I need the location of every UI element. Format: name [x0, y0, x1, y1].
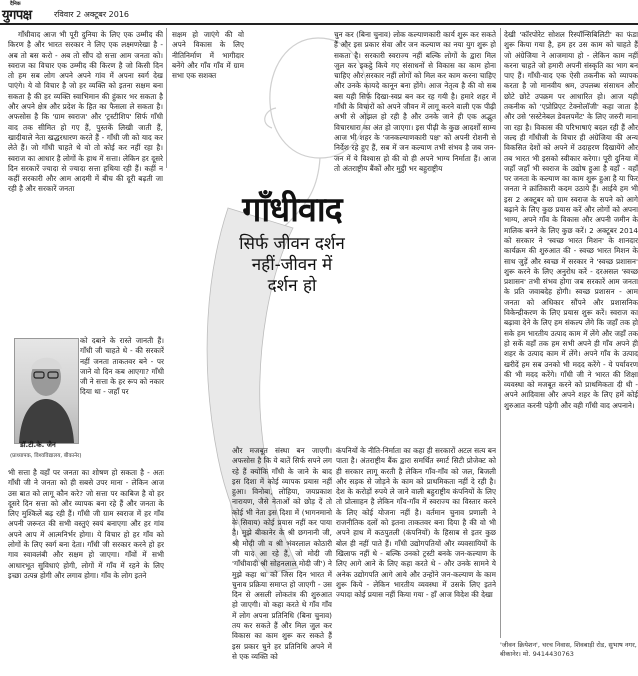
article-column-2-top: [172, 30, 244, 130]
article-column-3-bottom: [336, 446, 496, 668]
article-paragraph: सक्षम हो जाएंगे की वो अपने विकास के लिए नीतिनिर्माण में भागीदार बनेंगे और गाँव गाँव में ग्राम सभा एक सशक्त: [172, 30, 244, 81]
article-column-1-bottom: [8, 468, 164, 668]
headline-deck-3: दर्शन हो: [267, 276, 317, 296]
article-column-4: [504, 30, 638, 636]
dateline: रविवार 2 अक्टूबर 2016: [54, 10, 130, 19]
masthead-kicker: दैनिक: [10, 1, 21, 7]
article-column-1-top: [8, 30, 163, 338]
masthead: [0, 0, 638, 24]
article-paragraph: देखी 'कॉरपोरेट सोशल रिस्पॉन्सिबिलिटी' का फंडा शुरू किया गया है, हम हर उस काम को चाहते हैं जो अंग्रेजिया ने आजमाया हो - लेकिन काम नहीं करना चाहते जो हमारी अपनी संस्कृति का भाग बन पाए हैं। गाँधी-वाद एक ऐसी तकनीक को व्यापक करता है जो मानवीय श्रम, उपलब्ध संसाधन और छोटे छोटे उपक्रम पर आधारित हो। आज यही तकनीक को 'एप्रोप्रिएट टेक्नोलॉजी' कहा जाता है और उसे 'सस्टेनेबल डेवलपमेंट' के लिए जरुरी माना जा रहा है। विकास की परिभाषाएं बदल रही हैं और जल्द ही गाँधीजी के विचार ही अंग्रेजिया की अन्य विकसित देशों को अपने में उदाहरण दिखायेंगे और तब भारत भी इसको स्वीकार करेगा। पूरी दुनिया में जहाँ जहाँ भी स्वराज के उद्योष हुआ है वहाँ - वहाँ पर जनता के कल्याण का काम शुरू हुआ है या फिर जनता ने क्रांतिकारी कदम उठाये हैं। आईये हम भी इस 2 अक्टूबर को ग्राम स्वराज के सपने को आगे बढ़ाने के लिए कुछ प्रयास करें और लोगों को अपना भाग्य, अपने गाँव के विकास और अपनी जमीन के मालिक बनने के लिए कुछ करें। 2 अक्टूबर 2014 को सरकार ने 'स्वच्छ भारत मिशन' के शानदार कार्यक्रम की शुरुआत की - स्वच्छ भारत मिशन के साथ जुड़ें और स्वच्छ में सरकार ने 'स्वच्छ प्रशासन' शुरू करने के लिए अनुरोध करें - दरअसल 'स्वच्छ प्रशासन' तभी संभव होगा जब सरकारें आम जनता के प्रति जवाबदेह होगी। स्वच्छ प्रशासन - आम जनता को अधिकार सौंपने और प्रशासनिक विकेन्द्रीकरण के लिए प्रयास शुरू करें। स्वराज का बढ़ावा देने के लिए हम संकल्प लेंगे कि जहाँ तक हो सके हम भारतीय उत्पाद काम में लेंगे और जहाँ तक हो सकें वहाँ तक हम सभी अपने ही गाँव अपने ही शहर के उत्पाद काम में लेंगे। अपने गाँव के उत्पाद खरीदें हम सब उनको भी मदद करेंगे - ये पर्यावरण की भी मदद करेंगे। गाँधी जी ने भारत की शिक्षा व्यवस्था को मजबूत करने को प्राथमिकता दी थी - अपने आदिवास और अपने शहर के लिए हमें कोई शुरुआत करनी पड़ेगी और वही गाँधी वाद अपनाने।: [504, 30, 638, 410]
masthead-name: युगपक्ष: [2, 8, 32, 23]
author-address: 'जीवन क्रियेशन', चरच निवास, शिवबाड़ी रोड, सुभाष नगर, बीकानेर। मो. 9414430763: [500, 641, 637, 658]
article-paragraph: को दबाने के रास्ते जानती हैं। गाँधी जी चाहते थे - की सरकारें नहीं जनता ताकतवर बने - पर जाने वो दिन कब आएगा? गाँधी जी ने सत्ता के हर रूप को नकार दिया था - जहाँ पर: [80, 336, 164, 397]
headline-title: गाँधीवाद: [242, 190, 342, 230]
article-column-2-bottom: [232, 446, 332, 668]
author-name: डॉ.टी.के. जैन: [20, 441, 56, 449]
column-divider: [500, 28, 501, 638]
newspaper-logo: [2, 2, 32, 22]
headline-deck-2: नहीं-जीवन में: [251, 255, 333, 275]
author-photo: [14, 338, 79, 444]
column-divider: [166, 28, 167, 168]
article-column-3-top: [334, 30, 496, 370]
article-paragraph: भी सत्ता है वहाँ पर जनता का शोषण हो सकता है - अतः गाँधी जी ने जनता को ही सबसे उपर माना - लेकिन आज उस बात को लागू कौन करे? जो सत्ता पर काबिज है वो हर दूसरे दिन सत्ता को और व्यापक बना रहे हैं और जनता के लिए मुश्किलें बढ़ रही हैं। गाँधी जी ग्राम स्वराज में हर गाँव अपनी जरूरत की सभी वस्तुएं स्वयं बनाएगा और हर गांव अपने आप में आत्मनिर्भर होगा। ये विचार हो हर गाँव को लोगों के लिए स्वर्ग बना देता। गाँधी जी सरकार करने हो हर गाव स्वावलंबी और सक्षम हो जाएगा। गाँवों में सभी आधारभूत सुविधाएं होगी, लोगों में गाँव में रहने के लिए इच्छा उत्पन्न होगी और लगाव होगा। गाँव के लोग इतने: [8, 468, 164, 580]
headline-deck-1: सिर्फ जीवन दर्शन: [239, 234, 345, 254]
article-paragraph: गाँधीवाद आज भी पूरी दुनिया के लिए एक उम्मीद की किरण है और भारत सरकार ने लिए एक लक्ष्मणरेखा है - अब तो बस करो - अब तो सौंप दो सत्ता आम जनता को। स्वराज का विचार एक उम्मीद की किरण है जो किसी दिन तो हम सब लोग अपने अपने गांव में अपना स्वर्ग देख पाएंगे। ये वो विचार है जो हर व्यक्ति को इतना सक्षम बना सकता है की हर व्यक्ति स्वाभिमान की हुंकार भर सकता है और अपने क्षेत्र और प्रदेश के हित का फैसला ले सकता है। अफसोस है कि 'ग्राम स्वराज' और 'ट्रस्टीशिप' सिर्फ गाँधी वाद तक सीमित हो गए हैं, पुस्तकें लिखी जाती हैं, खादीवाले नेता खद्धरधारण करते हैं - गाँधी जी को याद कर लेते हैं। जो गाँधी चाहते थे वो तो कोई कर नहीं रहा है। स्वराज का आधार है लोगों के हाथ में सत्ता। लेकिन हर दूसरे दिन सरकारें ज्यादा से ज्यादा सत्ता हथिया रही हैं। कहीं न कहीं सरकारी और आम आदमी में बीच की दूरी बढ़ती जा रही है और सरकारें जनता: [8, 30, 163, 194]
article-column-1-beside-photo: [80, 336, 164, 464]
article-paragraph: और मजबूत संस्था बन जाएगी। अफसोस है कि ये बातें सिर्फ सपने लग रहे हैं क्योंकि गाँधी के जाने के बाद इस दिशा में कोई व्यापक प्रयास नहीं हुआ। विनोबा, लोहिया, जयप्रकाश नारायण, जैसे नेताओं को छोड़ दें तो कोई भी नेता इस दिशा में (भागनमानो के सिवाय) कोई प्रयास नहीं कर पाया है। मुझे बीकानेर के श्री छगनानी जी, श्री मोदी जी व श्री भंवरलाल कोठारी जी याद आ रहे हैं, जो मोदी जी 'गाँधीवादी श्री सोहनलाल मोदी जी') ने मुझे कहा था को जिस दिन भारत में चुनाव प्रक्रिया समाप्त हो जाएगी - उस दिन से असली लोकतंत्र की शुरुआत हो जाएगी। वो कहा करते थे गाँव गाँव में लोग अपना प्रतिनिधि (बिना चुनाव) तय कर सकते हैं और मिल जुल कर विकास का काम शुरू कर सकते हैं इस प्रकार चुने हर प्रतिनिधि अपने में से एक व्यक्ति को: [232, 446, 332, 661]
article-paragraph: कंपनियों के नीति-निर्माता का कहा ही सरकारों अटल सत्य बन पाता है। अंतराष्ट्रीय बैंक द्वारा समर्थित स्मार्ट सिटी प्रोजेक्ट को ही सरकार लागू करती है लेकिन गाँव-गाँव को जल, बिजली और सड़क से जोड़ने के काम को प्राथमिकता नहीं दे रही है। देश के करोड़ों रुपये ले जाने वाली बहुराष्ट्रीय कंपनियों के लिए तो प्रोत्साहन है लेकिन गाँव-गाँव में स्वराज्य का विस्तार करने के लिए कोई योजना नहीं है। वर्तमान चुनाव प्रणाली ने राजनीतिक दलों को इतना ताकतवर बना दिया है की वो भी अपने हाथ में कठपुतली (कंपनियों) के हिसाब से इतर कुछ बोल ही नहीं पाते हैं। गाँधी उद्योगपतियों और व्यवसायियों के खिलाफ नहीं थे - बल्कि उनको ट्रस्टी बनके जन-कल्याण के लिए आगे आने के लिए कहा करते थे - और उनके सामने ये अनेक उद्योगपति आगे आये और उन्होंने जन-कल्याण के काम शुरू किये - लेकिन भारतीय व्यवस्था में उसके लिए इतने ज्यादा कोई प्रयास नहीं किया गया - हाँ आज विदेश की देखा: [336, 446, 496, 600]
article-paragraph: चुन कर (बिना चुनाव) लोक कल्याणकारी कार्य शुरू कर सकते हैं और इस प्रकार सेवा और जन कल्याण का नया युग शुरू हो सकता है। सरकारी स्वराज्य नहीं बल्कि लोगों के द्वारा मिल जुल कर इकट्ठे किये गए संसाधनों से विकास का काम होना चाहिए और सरकार नहीं लोगों को मिल कर काम करना चाहिए और उनके कायदे कानून बना होंगे। आज नेतृत्व है की वो सब बस यही सिर्फ दिखा-स्वप्न बन कर रह गयी है। हमारे शहर में गाँधी के विचारों को अपने जीवन में लागू करने वाली एक पीढ़ी अभी से ओझल हो रही है और उनके जाने ही एक अद्भुत विचारधारा का अंत हो जाएगा। इस पीढ़ी के कुछ आदर्शों साम्य आज भी शहर के 'जनकल्याणकारी पक्ष' को अपनी रोशनी से निर्देश रहे हुए हैं, सब में जन कल्याण तभी संभव है जब जन-जन में ये विश्वास हो की वो ही अपने भाग्य निर्माता हैं। आज तो अंतराष्ट्रीय बैंकों और मुट्ठी भर बहुराष्ट्रीय: [334, 30, 496, 173]
author-affiliation: (प्राध्यापक, विश्वविद्यालय, बीकानेर): [10, 453, 82, 459]
masthead-rule: [0, 23, 638, 25]
